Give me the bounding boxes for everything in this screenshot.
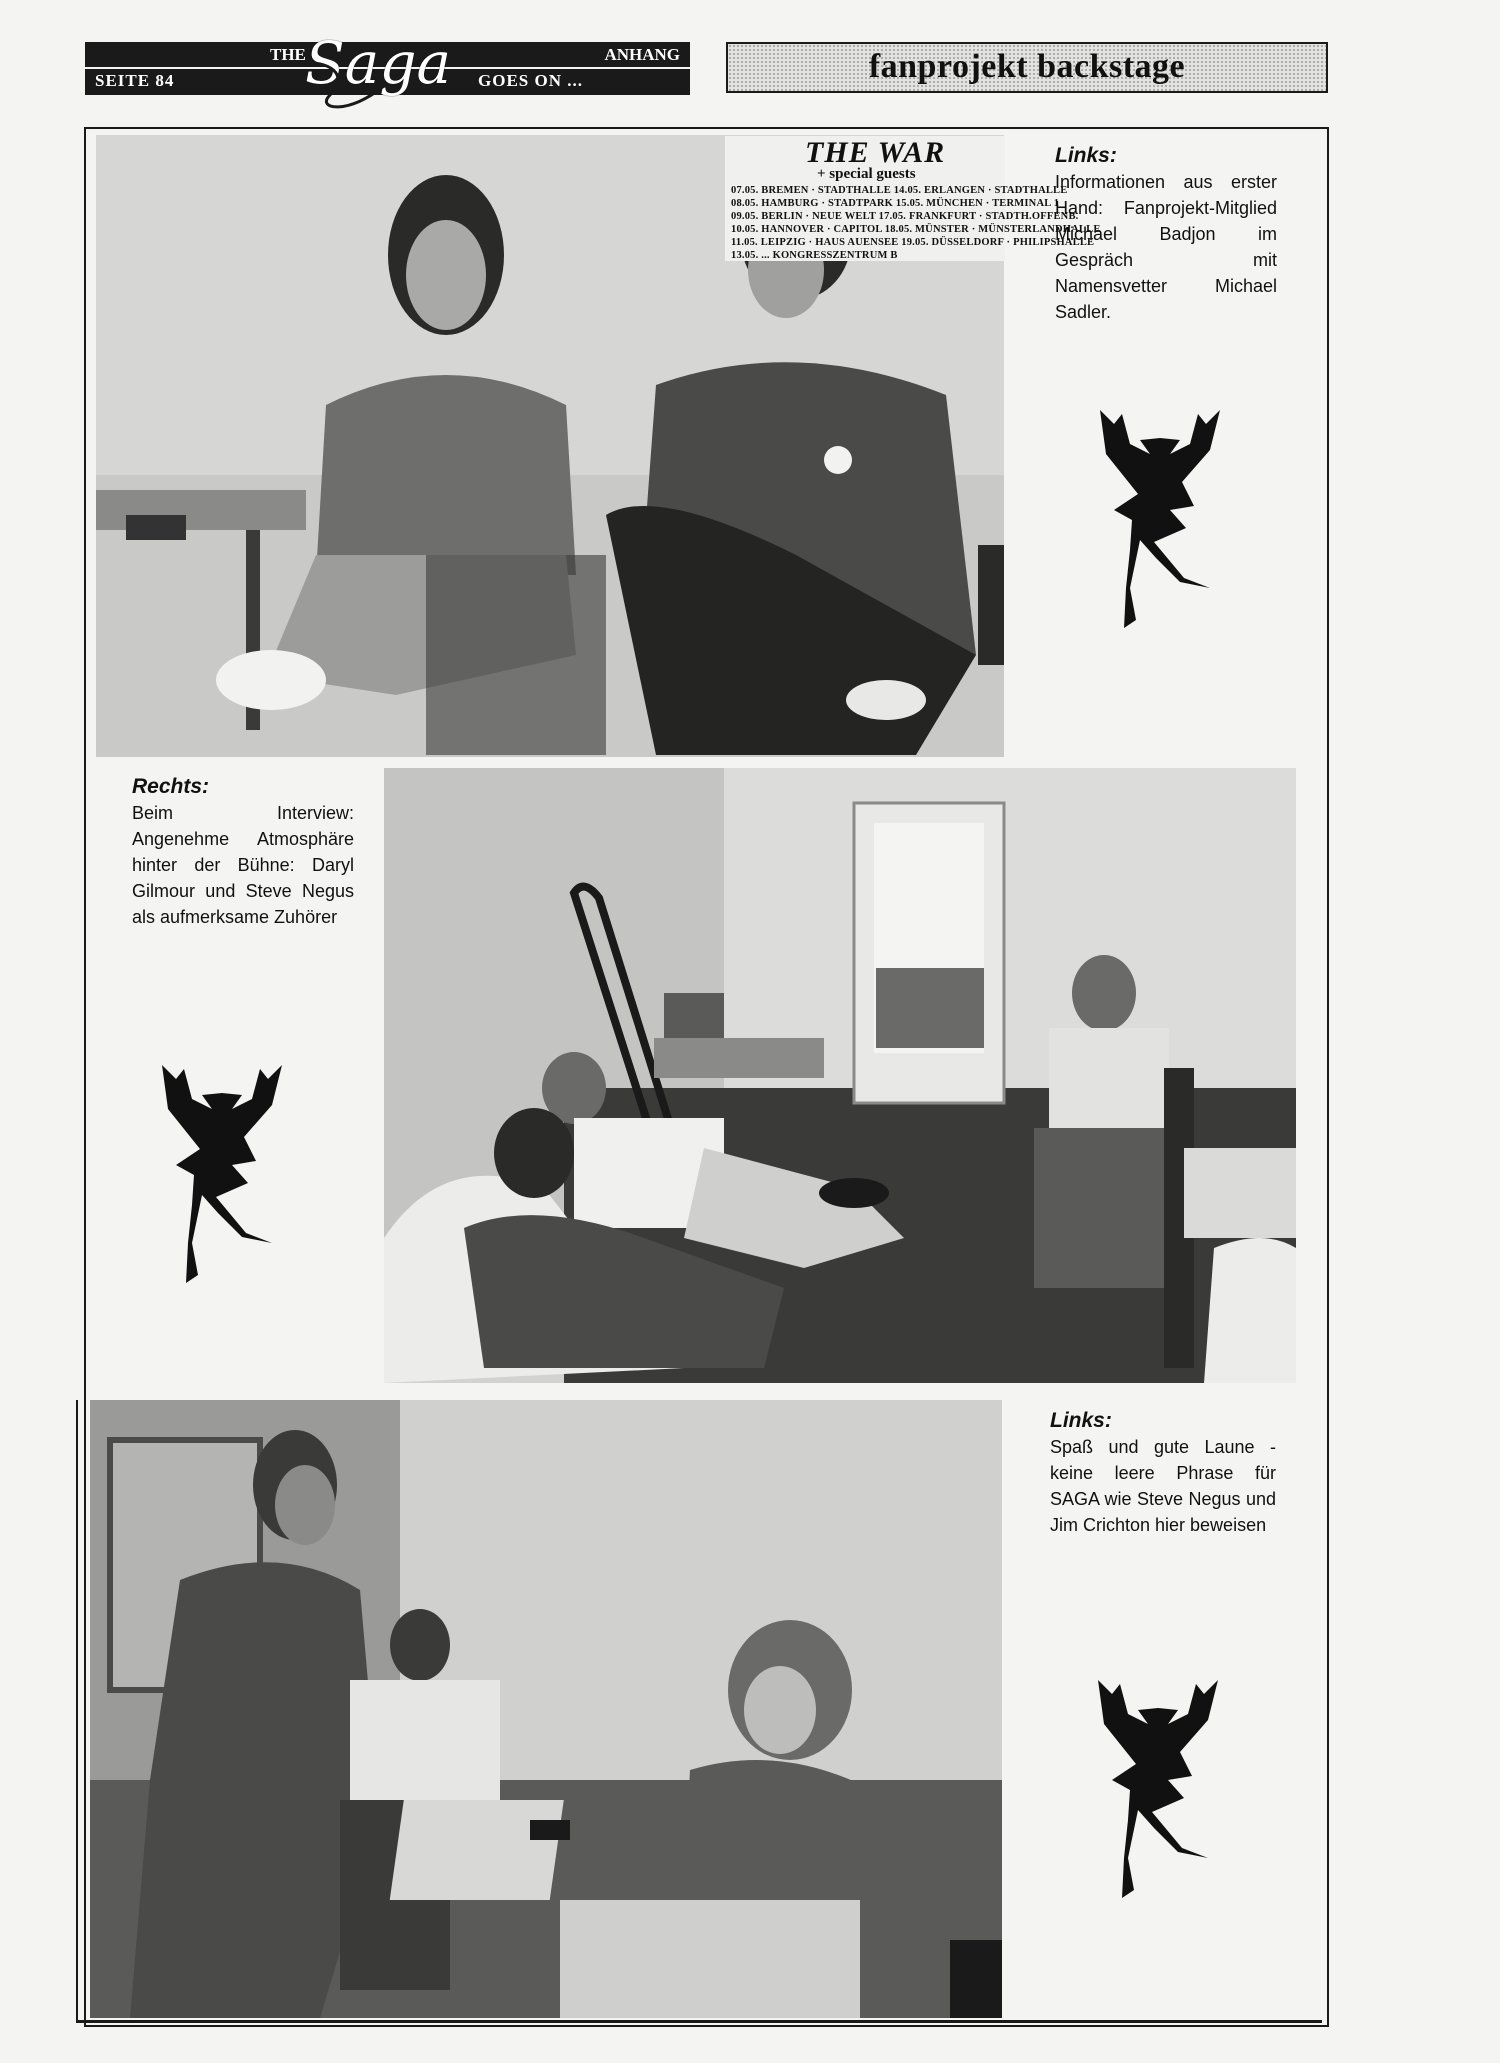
logo-swirl-icon (290, 55, 440, 125)
saga-logo: Saga (305, 29, 452, 97)
photo-fun-drawing (90, 1400, 1002, 2018)
caption-3-text: Spaß und gute Laune - keine leere Phrase für SAGA wie Steve Negus und Jim Crichton hier beweisen (1050, 1437, 1276, 1535)
poster-dates: 07.05. BREMEN · STADTHALLE 14.05. ERLANGEN · STADTHALLE 08.05. HAMBURG · STADTPARK 15.05. MÜNCHEN · TERMINAL 1 09.05. BERLIN · NEUE WELT 17.05. FRANKFURT · STADTH.OFFENB. 10.05. HANNOVER · CAPITOL 18.05. MÜNSTER · MÜNSTERLANDHALLE 11.05. LEIPZIG · HAUS AUENSEE 19.05. DÜSSELDORF · PHILIPSHALLE 13.05. ... KONGRESSZENTRUM B (731, 185, 1101, 261)
header-the: THE (270, 45, 306, 64)
saga-figure-emblem-icon (1098, 1680, 1218, 1900)
caption-2-title: Rechts: (132, 775, 210, 798)
caption-photo-2 (132, 774, 354, 930)
frame-shadow-left (76, 1400, 78, 2022)
frame-shadow-bottom (76, 2020, 1322, 2023)
caption-1-text: Informationen aus erster Hand: Fanprojekt-Mitglied Michael Badjon im Gespräch mit Namensvetter Michael Sadler. (1055, 172, 1277, 322)
photo-backstage-drawing (384, 768, 1296, 1383)
caption-1-title: Links: (1055, 144, 1117, 167)
poster-subtitle: + special guests (817, 166, 916, 182)
page-number: SEITE 84 (95, 71, 175, 90)
caption-3-title: Links: (1050, 1409, 1112, 1432)
poster-title: THE WAR (805, 136, 946, 169)
caption-photo-1 (1055, 143, 1277, 325)
header-goes-on: GOES ON ... (478, 71, 583, 90)
section-title: fanprojekt backstage (868, 48, 1186, 85)
saga-figure-emblem-icon (1100, 410, 1220, 630)
photo-fun-backstage (90, 1400, 1002, 2018)
caption-2-text: Beim Interview: Angenehme Atmosphäre hinter der Bühne: Daryl Gilmour und Steve Negus als aufmerksame Zuhörer (132, 803, 354, 927)
caption-photo-3 (1050, 1408, 1276, 1538)
saga-figure-emblem-icon (162, 1065, 282, 1285)
photo-backstage-room (384, 768, 1296, 1383)
header-anhang: ANHANG (604, 45, 680, 64)
section-header (726, 42, 1328, 93)
